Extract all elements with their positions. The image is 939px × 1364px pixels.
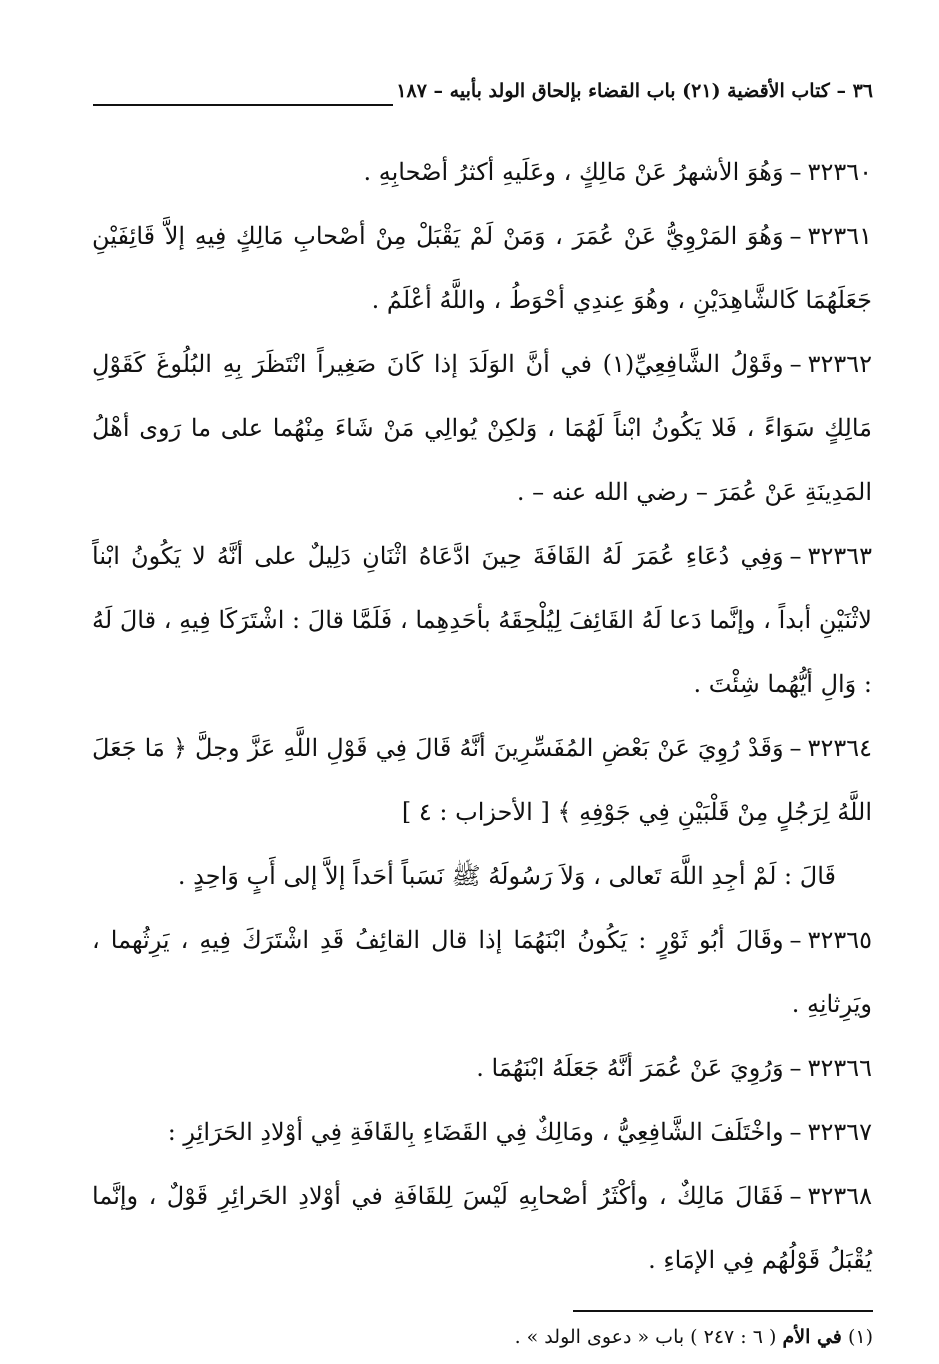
footnote-marker: (١) xyxy=(847,1326,873,1348)
paragraph-text: واخْتَلَفَ الشَّافِعِيُّ ، ومَالِكٌ فِي القَضَاءِ بِالقَافَةِ فِي أوْلادِ الحَرَائِرِ : xyxy=(167,1118,784,1146)
header-title: ٣٦ – كتاب الأقضية (٢١) باب القضاء بإلحاق الولد بأبيه xyxy=(449,80,873,102)
paragraph-number: ٣٢٣٦٦ xyxy=(807,1054,872,1082)
paragraph-number: ٣٢٣٦٨ xyxy=(807,1182,872,1210)
paragraph xyxy=(92,908,872,1036)
header-rule xyxy=(93,104,393,106)
header-text xyxy=(396,80,873,102)
paragraph xyxy=(92,524,872,716)
paragraph-separator: – xyxy=(789,350,802,378)
paragraph-text: وقَالَ أبُو ثَوْرٍ : يَكُونُ ابْنَهُمَا إذا قال القائِفُ قَدِ اشْتَرَكَ فِيهِ ، يَرِثُهما ، ويَرِثانِهِ . xyxy=(92,926,872,1018)
paragraph-number: ٣٢٣٦٧ xyxy=(807,1118,872,1146)
paragraph-text: وَقَدْ رُوِيَ عَنْ بَعْضِ المُفَسِّرِينَ أنَّهُ قَالَ فِي قَوْلِ اللَّهِ عَزَّ وجلَّ ﴿ مَا جَعَلَ اللَّهُ لِرَجُلٍ مِنْ قَلْبَيْنِ فِي جَوْفِهِ ﴾ [ الأحزاب : ٤ ] xyxy=(92,734,872,826)
paragraph-number: ٣٢٣٦٠ xyxy=(807,158,872,186)
paragraph-number: ٣٢٣٦٣ xyxy=(807,542,872,570)
paragraph-text: وَهُوَ المَرْوِيُّ عَنْ عُمَرَ ، وَمَنْ لَمْ يَقْبَلْ مِنْ أصْحابِ مَالِكٍ فِيهِ إلاَّ قَائِفَيْنِ جَعَلَهُمَا كَالشَّاهِدَيْنِ ، وهُوَ عِندِي أحْوَطُ ، واللَّهُ أعْلَمُ . xyxy=(92,222,872,314)
paragraph-separator: – xyxy=(789,926,802,954)
paragraph-continuation xyxy=(92,844,872,908)
paragraph xyxy=(92,140,872,204)
paragraph-text: وَهُوَ الأشهرُ عَنْ مَالِكٍ ، وعَلَيهِ أكثرُ أصْحابِهِ . xyxy=(363,158,784,186)
paragraph xyxy=(92,716,872,844)
paragraph-number: ٣٢٣٦١ xyxy=(807,222,872,250)
paragraph-text: وَرُوِيَ عَنْ عُمَرَ أنَّهُ جَعَلَهُ ابْنَهُمَا . xyxy=(476,1054,784,1082)
paragraph xyxy=(92,1100,872,1164)
page-number: ١٨٧ xyxy=(396,80,427,102)
footnote xyxy=(93,1322,873,1352)
footnote-text: ( ٦ : ٢٤٧ ) باب « دعوى الولد » . xyxy=(514,1326,777,1348)
paragraph-separator: – xyxy=(789,1118,802,1146)
paragraph-number: ٣٢٣٦٥ xyxy=(807,926,872,954)
header-dash: – xyxy=(426,80,444,102)
paragraph-text: وَفِي دُعَاءِ عُمَرَ لَهُ القَافَةَ حِينَ ادَّعَاهُ اثْنَانِ دَلِيلٌ على أنَّهُ لا يَكُونُ ابْناً لاثْنَيْنِ أبداً ، وإنَّما دَعا لَهُ القَائِفَ لِيُلْحِقَهُ بأحَدِهِما ، فَلَمَّا قالَ : اشْتَرَكَا فِيهِ ، قالَ لَهُ : وَالِ أيُّهُما شِئْتَ . xyxy=(92,542,872,698)
footnote-rule xyxy=(573,1310,873,1312)
main-text xyxy=(92,140,872,1292)
paragraph xyxy=(92,332,872,524)
paragraph-separator: – xyxy=(789,1054,802,1082)
paragraph xyxy=(92,204,872,332)
paragraph-separator: – xyxy=(789,542,802,570)
footnote-source: في الأم xyxy=(782,1326,842,1348)
paragraph-number: ٣٢٣٦٤ xyxy=(807,734,872,762)
paragraph-text: قَالَ : لَمْ أجِدِ اللَّهَ تَعالى ، وَلاَ رَسُولَهُ ﷺ نَسَباً أحَداً إلاَّ إلى أَبٍ وَاحِدٍ . xyxy=(177,862,836,890)
running-header xyxy=(93,76,873,112)
paragraph xyxy=(92,1164,872,1292)
paragraph-separator: – xyxy=(789,222,802,250)
paragraph-text: فَقَالَ مَالِكٌ ، وأكْثَرُ أصْحابِهِ لَيْسَ لِلقَافَةِ في أوْلادِ الحَرائِرِ قَوْلٌ ، وإنَّما يُقْبَلُ قَوْلُهُم فِي الإمَاءِ . xyxy=(92,1182,872,1274)
paragraph xyxy=(92,1036,872,1100)
paragraph-text: وقَوْلُ الشَّافِعِيِّ(١) في أنَّ الوَلَدَ إذا كَانَ صَغِيراً انْتَظَرَ بِهِ البُلُوغَ كَقَوْلِ مَالِكٍ سَوَاءً ، فَلا يَكُونُ ابْناً لَهُمَا ، وَلكِنْ يُوالِي مَنْ شَاءَ مِنْهُما على ما رَوى أهْلُ المَدِينَةِ عَنْ عُمَرَ – رضي الله عنه – . xyxy=(92,350,872,506)
paragraph-separator: – xyxy=(789,1182,802,1210)
paragraph-separator: – xyxy=(789,734,802,762)
paragraph-separator: – xyxy=(789,158,802,186)
paragraph-number: ٣٢٣٦٢ xyxy=(807,350,873,378)
